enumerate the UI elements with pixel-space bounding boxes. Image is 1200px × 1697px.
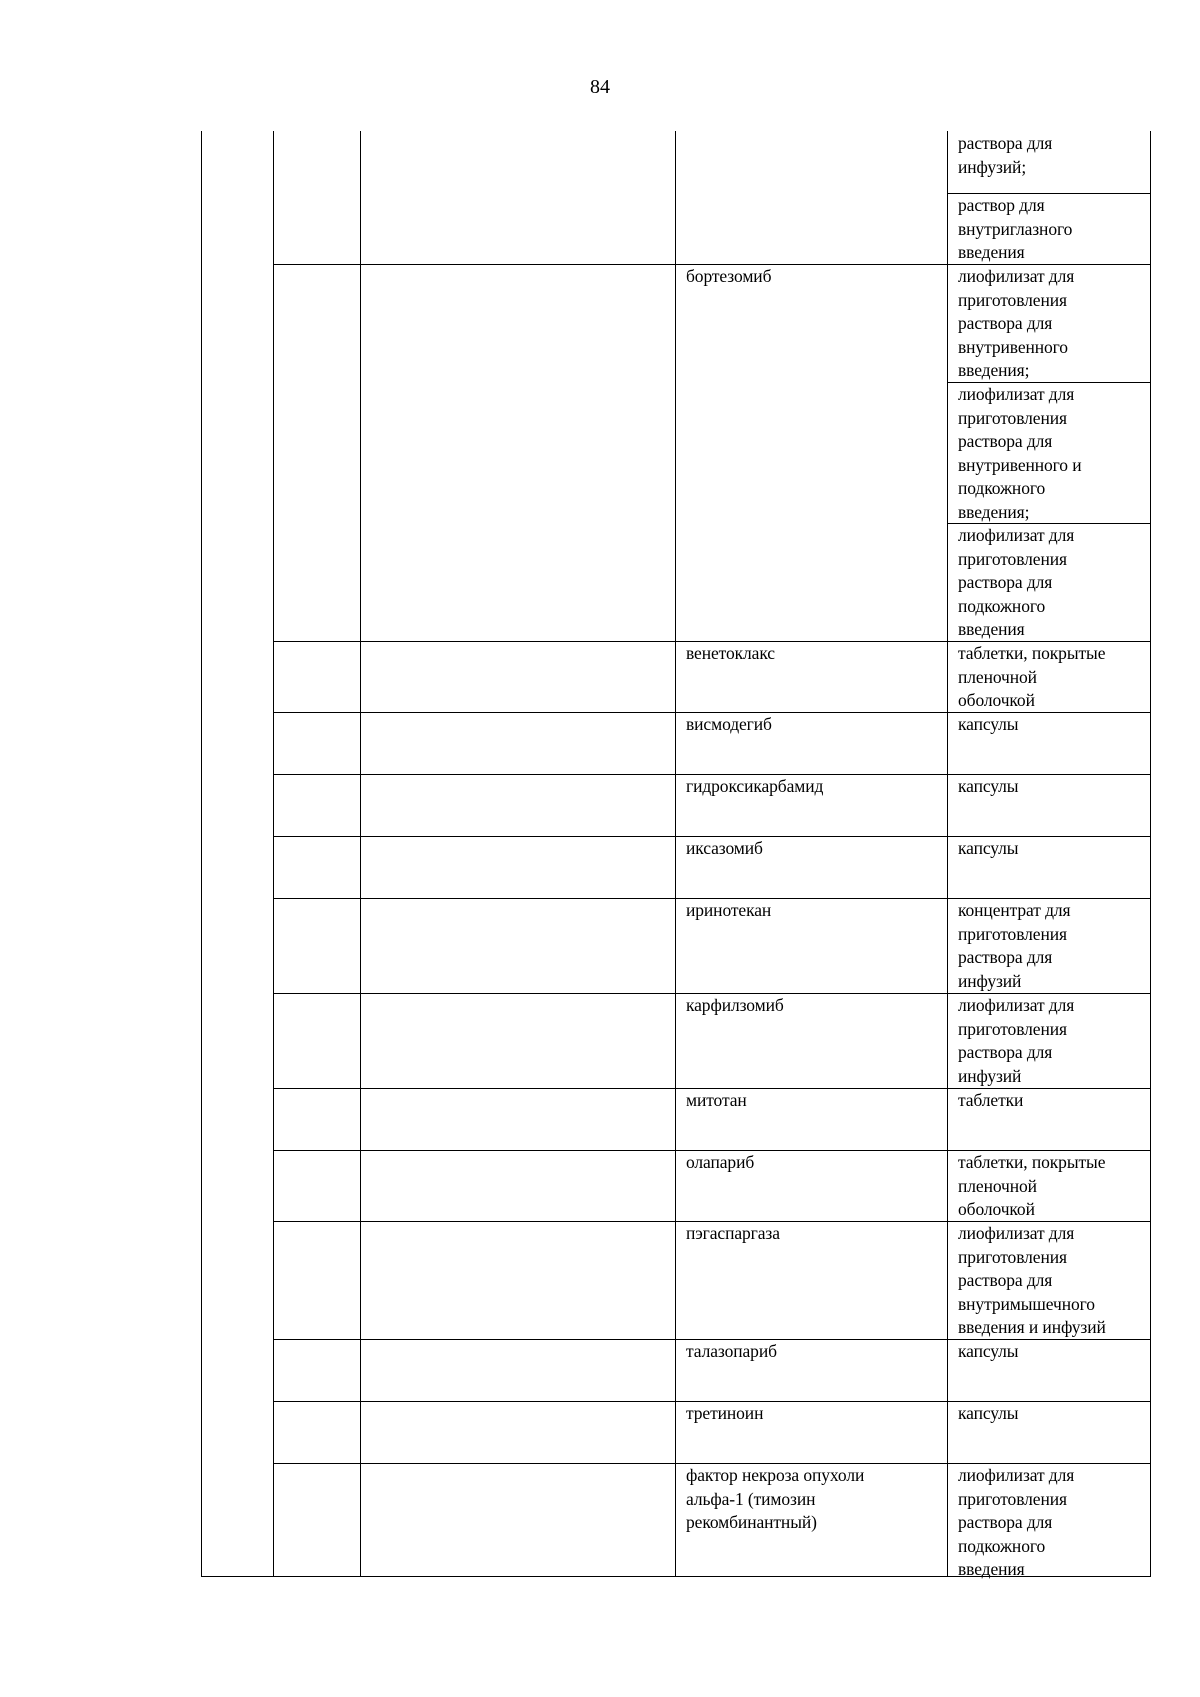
dosage-form-text: капсулы	[958, 1403, 1019, 1423]
drug-name-text: митотан	[686, 1090, 747, 1110]
drug-name-text: бортезомиб	[686, 266, 772, 286]
drug-name-text: третиноин	[686, 1403, 764, 1423]
dosage-form-text: раствор для внутриглазного введения	[958, 195, 1073, 262]
dosage-form-text: лиофилизат для приготовления раствора для подкожного введения	[958, 1465, 1075, 1579]
drug-name-text: пэгаспаргаза	[686, 1223, 780, 1243]
dosage-form-text: лиофилизат для приготовления раствора для инфузий	[958, 995, 1075, 1086]
dosage-form-text: капсулы	[958, 776, 1019, 796]
drug-name-text: венетоклакс	[686, 643, 775, 663]
dosage-form-text: капсулы	[958, 838, 1019, 858]
dosage-form-text: концентрат для приготовления раствора для инфузий	[958, 900, 1071, 991]
dosage-form-text: таблетки, покрытые пленочной оболочкой	[958, 1152, 1106, 1219]
table-border-right	[1150, 131, 1151, 1577]
dosage-form-text: раствора для инфузий;	[958, 133, 1053, 177]
dosage-form-text: лиофилизат для приготовления раствора для подкожного введения	[958, 525, 1075, 639]
drug-name-text: гидроксикарбамид	[686, 776, 824, 796]
dosage-form-text: таблетки, покрытые пленочной оболочкой	[958, 643, 1106, 710]
drug-table	[201, 131, 1151, 1577]
column-divider-4	[947, 131, 948, 1577]
drug-name-text: олапариб	[686, 1152, 755, 1172]
column-divider-2	[360, 131, 361, 1577]
table-border-left	[201, 131, 202, 1577]
drug-name-text: карфилзомиб	[686, 995, 784, 1015]
drug-name-text: талазопариб	[686, 1341, 777, 1361]
dosage-form-text: лиофилизат для приготовления раствора для внутривенного введения;	[958, 266, 1075, 380]
dosage-form-text: капсулы	[958, 714, 1019, 734]
page-number: 84	[590, 76, 610, 98]
drug-name-text: иксазомиб	[686, 838, 763, 858]
column-divider-1	[273, 131, 274, 1577]
column-divider-3	[675, 131, 676, 1577]
dosage-form-text: капсулы	[958, 1341, 1019, 1361]
dosage-form-text: лиофилизат для приготовления раствора для внутривенного и подкожного введения;	[958, 384, 1082, 522]
drug-name-text: висмодегиб	[686, 714, 772, 734]
drug-name-text: иринотекан	[686, 900, 772, 920]
dosage-form-text: таблетки	[958, 1090, 1024, 1110]
drug-name-text: фактор некроза опухоли альфа-1 (тимозин рекомбинантный)	[686, 1465, 865, 1532]
dosage-form-text: лиофилизат для приготовления раствора для внутримышечного введения и инфузий	[958, 1223, 1106, 1337]
